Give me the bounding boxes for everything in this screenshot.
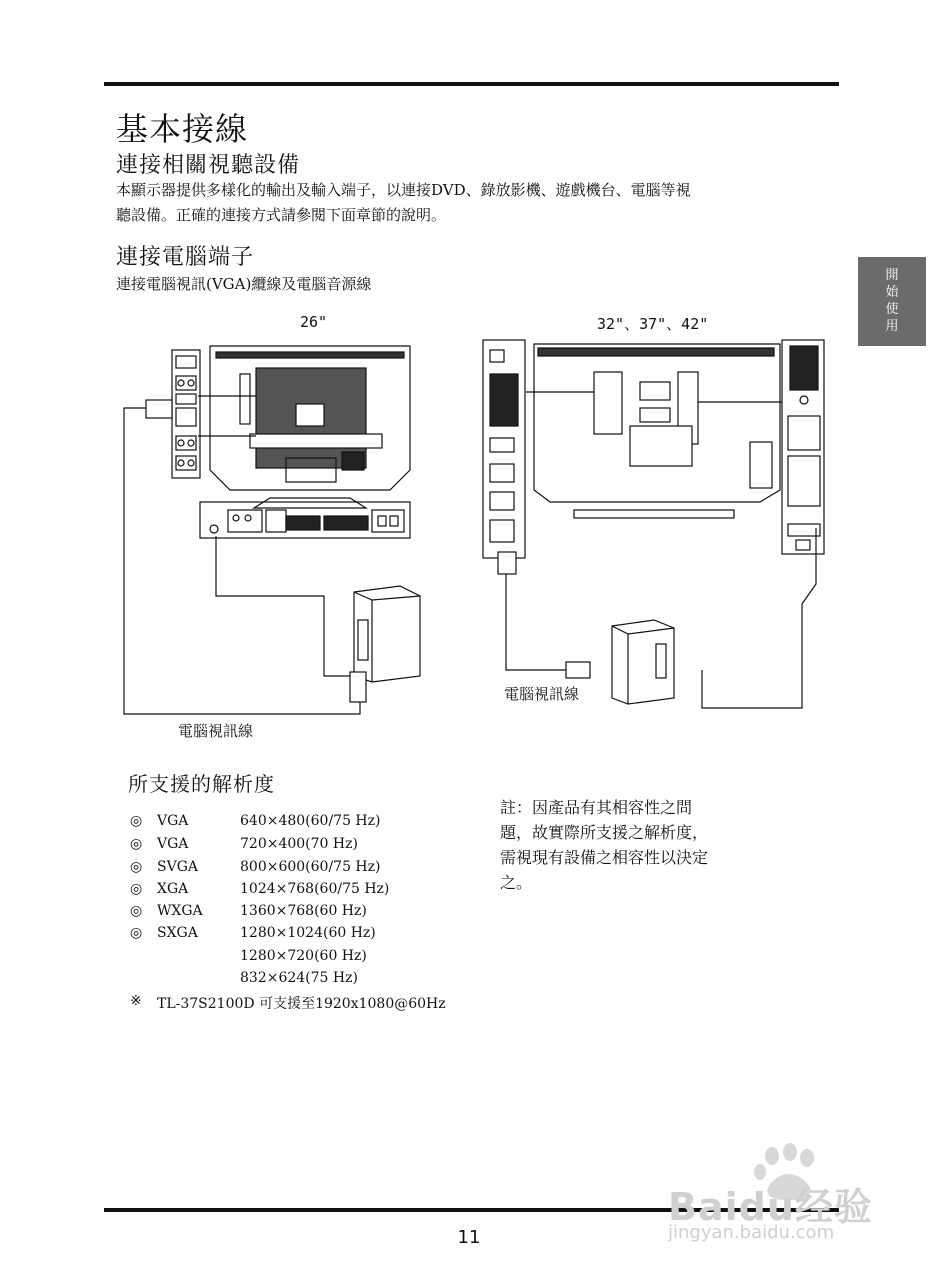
right-left-panel — [483, 340, 525, 558]
intro-line-1: 本顯示器提供多樣化的輸出及輸入端子，以連接DVD、錄放影機、遊戲機台、電腦等視 — [116, 181, 691, 199]
note-line: 題，故實際所支援之解析度， — [500, 823, 709, 842]
intro-line-2: 聽設備。正確的連接方式請參閱下面章節的說明。 — [116, 206, 447, 224]
page-number: 11 — [457, 1227, 481, 1248]
connection-diagram — [110, 330, 840, 750]
baidu-watermark — [668, 1140, 888, 1244]
section-heading-pc: 連接電腦端子 — [116, 245, 255, 270]
resolution-row: ◎ SXGA 1280×1024(60 Hz) — [130, 925, 376, 941]
page-title: 基本接線 — [116, 110, 249, 148]
note-line: 註：因產品有其相容性之問 — [500, 798, 693, 817]
left-size-label: 26" — [300, 313, 328, 331]
resolution-row: ◎ WXGA 1360×768(60 Hz) — [130, 903, 367, 919]
pc-vga-plug — [350, 672, 366, 702]
resolution-row: ◎ SVGA 800×600(60/75 Hz) — [130, 859, 381, 875]
resolution-row: 1280×720(60 Hz) — [240, 948, 367, 964]
right-pc-tower — [612, 620, 674, 704]
left-vga-plug — [146, 400, 172, 418]
watermark-url: jingyan.baidu.com — [668, 1222, 835, 1243]
left-audio-cable — [216, 536, 354, 676]
watermark-brand-cn: 经验 — [794, 1185, 873, 1229]
left-cable-label: 電腦視訊線 — [178, 722, 254, 740]
right-audio-cable — [702, 528, 816, 708]
left-tv-rear — [198, 346, 410, 508]
resolution-footnote: ※ TL-37S2100D 可支援至1920x1080@60Hz — [130, 993, 446, 1012]
section-subheading: 連接電腦視訊(VGA)纜線及電腦音源線 — [116, 275, 372, 293]
left-pc-tower — [350, 586, 420, 702]
right-right-panel — [782, 340, 824, 554]
right-vga-plug — [498, 552, 516, 574]
section-heading-av: 連接相關視聽設備 — [116, 153, 301, 178]
resolution-row: ◎ VGA 720×400(70 Hz) — [130, 836, 358, 852]
resolution-row: ◎ XGA 1024×768(60/75 Hz) — [130, 881, 390, 897]
right-tv-rear — [526, 344, 782, 518]
chapter-tab[interactable] — [858, 257, 926, 346]
chapter-tab-char: 開 — [885, 268, 899, 283]
note-line: 需視現有設備之相容性以決定 — [500, 848, 709, 867]
watermark-brand: Baidu — [668, 1185, 795, 1229]
right-size-label: 32"、37"、42" — [597, 315, 709, 333]
resolution-row: ◎ VGA 640×480(60/75 Hz) — [130, 813, 381, 829]
compatibility-note — [500, 795, 760, 895]
resolution-row: 832×624(75 Hz) — [240, 970, 358, 986]
top-rule — [104, 82, 839, 86]
chapter-tab-char: 使 — [885, 302, 899, 317]
note-line: 之。 — [500, 873, 533, 892]
right-cable-label: 電腦視訊線 — [504, 685, 580, 703]
right-pc-vga-plug — [566, 662, 590, 678]
chapter-tab-char: 用 — [885, 319, 899, 334]
resolutions-heading: 所支援的解析度 — [128, 772, 275, 796]
chapter-tab-char: 始 — [885, 285, 899, 300]
left-jack-panel — [172, 350, 200, 478]
